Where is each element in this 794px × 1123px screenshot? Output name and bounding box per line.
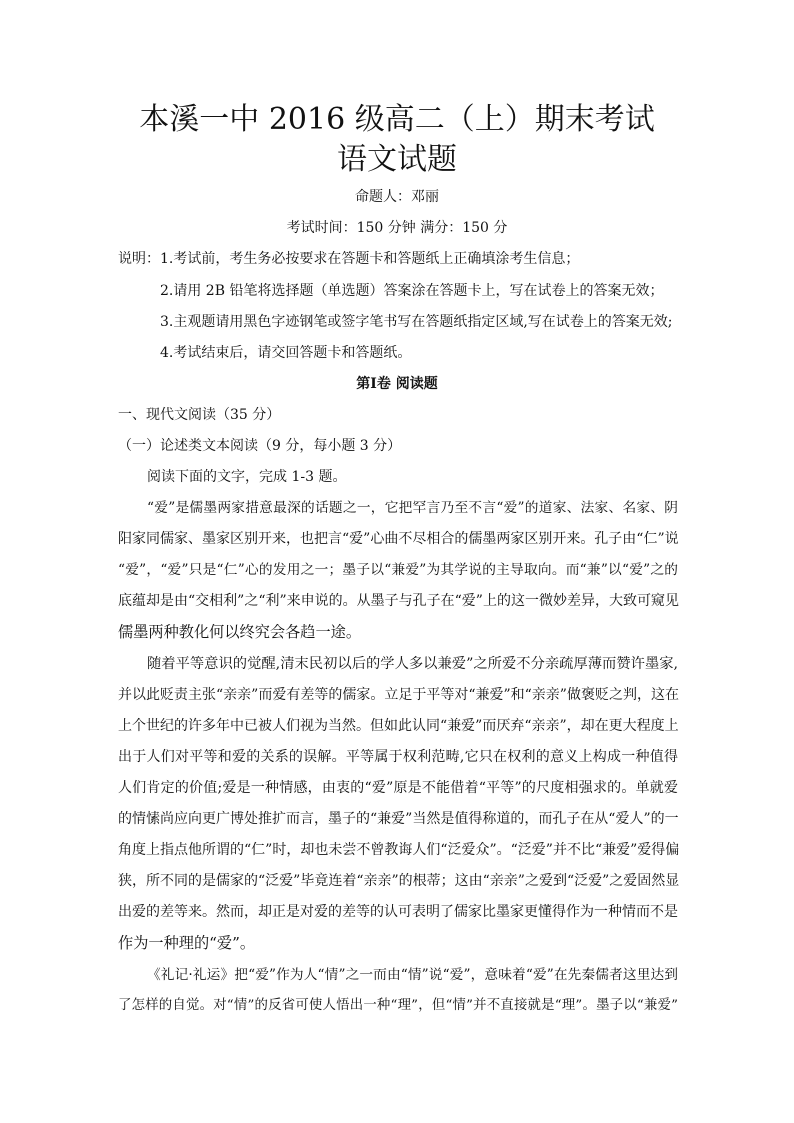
instruction-3: 3.主观题请用黑色字迹钢笔或签字笔书写在答题纸指定区域,写在试卷上的答案无效;	[160, 314, 673, 330]
passage-line: 出于人们对平等和爱的关系的误解。平等属于权利范畴,它只在权利的意义上构成一种值得	[118, 749, 678, 765]
volume-title: 第Ⅰ卷 阅读题	[356, 376, 438, 392]
reading-prompt: 阅读下面的文字，完成 1-3 题。	[147, 469, 347, 485]
passage-line: 底蕴却是由“交相利”之“利”来申说的。从墨子与孔子在“爱”上的这一微妙差异，大致可窥见	[118, 593, 679, 609]
instruction-4: 4.考试结束后，请交回答题卡和答题纸。	[160, 345, 412, 361]
passage-line: 上个世纪的许多年中已被人们视为当然。但如此认同“兼爱”而厌弃“亲亲”，却在更大程度上	[118, 718, 679, 734]
passage-line: “爱”是儒墨两家措意最深的话题之一，它把罕言乃至不言“爱”的道家、法家、名家、阴	[147, 500, 678, 516]
passage-line: 人们肯定的价值;爱是一种情感，由衷的“爱”原是不能借着“平等”的尺度相强求的。单就爱	[118, 780, 678, 796]
subpart-heading: （一）论述类文本阅读（9 分，每小题 3 分）	[118, 438, 402, 454]
passage-line: 随着平等意识的觉醒,清末民初以后的学人多以兼爱”之所爱不分亲疏厚薄而赞许墨家,	[147, 656, 679, 672]
author-line: 命题人：邓丽	[355, 189, 439, 205]
time-score-line: 考试时间：150 分钟 满分：150 分	[286, 220, 508, 236]
passage-line: 狭，所不同的是儒家的“泛爱”毕竟连着“亲亲”的根蒂；这由“亲亲”之爱到“泛爱”之爱固然显	[118, 873, 680, 889]
passage-line: 《礼记·礼运》把“爱”作为人“情”之一而由“情”说“爱”，意味着“爱”在先秦儒者这里达到	[147, 967, 678, 983]
exam-title: 本溪一中 2016 级高二（上）期末考试	[139, 102, 655, 137]
passage-line: 作为一种理的“爱”。	[118, 934, 256, 952]
passage-line: 阳家同儒家、墨家区别开来，也把言“爱”心曲不尽相合的儒墨两家区别开来。孔子由“仁”说	[118, 531, 679, 547]
instruction-2: 2.请用 2B 铅笔将选择题（单选题）答案涂在答题卡上，写在试卷上的答案无效；	[160, 283, 664, 299]
passage-line: 了怎样的自觉。对“情”的反省可使人悟出一种“理”，但“情”并不直接就是“理”。墨子以“兼爱”	[118, 998, 678, 1013]
passage-line: 的情愫尚应向更广博处推扩而言，墨子的“兼爱”当然是值得称道的，而孔子在从“爱人”的一	[118, 811, 679, 827]
passage-line: 出爱的差等来。然而，却正是对爱的差等的认可表明了儒家比墨家更懂得作为一种情而不是	[118, 904, 678, 920]
exam-subject-title: 语文试题	[337, 142, 457, 177]
passage-line: 儒墨两种教化何以终究会各趋一途。	[118, 623, 361, 641]
passage-line: 角度上指点他所谓的“仁”时，却也未尝不曾教诲人们“泛爱众”。“泛爱”并不比“兼爱”爱得偏	[118, 842, 680, 858]
part-heading: 一、现代文阅读（35 分）	[118, 407, 281, 423]
passage-line: 并以此贬责主张“亲亲”而爱有差等的儒家。立足于平等对“兼爱”和“亲亲”做褒贬之判，这在	[118, 687, 679, 703]
instruction-1: 说明：1.考试前，考生务必按要求在答题卡和答题纸上正确填涂考生信息；	[118, 251, 580, 267]
passage-line: “爱”，“爱”只是“仁”心的发用之一；墨子以“兼爱”为其学说的主导取向。而“兼”以“爱”之的	[118, 562, 678, 578]
